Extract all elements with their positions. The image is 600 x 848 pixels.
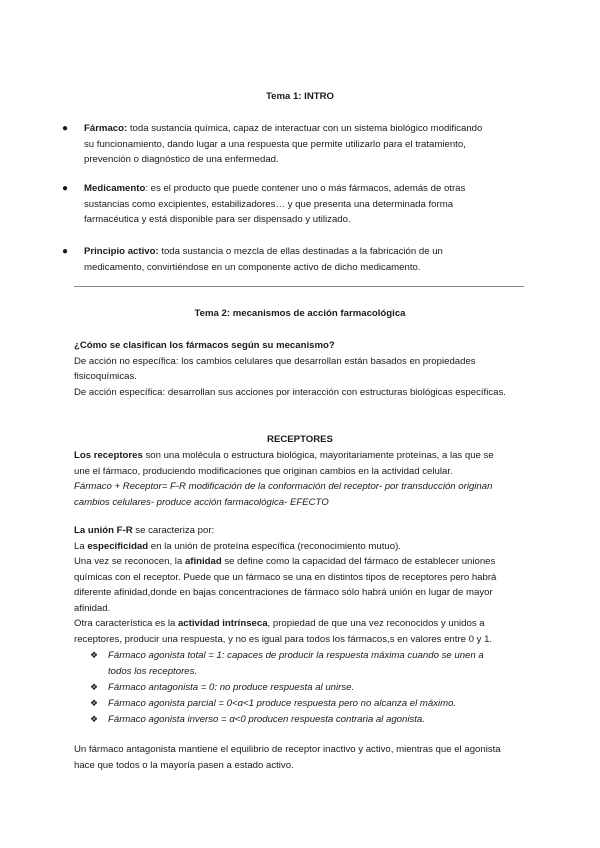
bullet-medicamento: ● Medicamento: es el producto que puede contener uno o más fármacos, además de otras sustancias como excipientes, estabilizadores… y que presenta una determinada forma farmacéutica y está disponible para ser dispensado y utilizado. <box>62 183 466 225</box>
tema2-title: Tema 2: mecanismos de acción farmacológica <box>194 308 406 319</box>
list-item: ❖ Fármaco agonista inverso = α<0 producen respuesta contraria al agonista. <box>108 712 528 728</box>
diamond-bullet-icon: ❖ <box>90 714 99 724</box>
list-item: ❖ Fármaco antagonista = 0: no produce respuesta al unirse. <box>108 680 528 696</box>
tema1-title: Tema 1: INTRO <box>265 91 335 102</box>
bullet-farmaco: ● Fármaco: toda sustancia química, capaz de interactuar con un sistema biológico modificando su funcionamiento, dando lugar a una respuesta que permite utilizarlo para el tratamiento, prevención o diagnóstico de una enfermedad. <box>62 123 483 165</box>
bullet-icon: ● <box>62 246 69 257</box>
list-item: ❖ Fármaco agonista parcial = 0<α<1 produce respuesta pero no alcanza el máximo. <box>108 696 528 712</box>
receptores-intro: Los receptores son una molécula o estructura biológica, mayoritariamente proteínas, a las que se une el fármaco, produciendo modificaciones que originan cambios en la actividad celular. Fármaco + Receptor= F-R modificación de la conformación del receptor- por transducción originan cambios celulares- produce acción farmacológica- EFECTO <box>74 450 494 508</box>
term-farmaco: Fármaco: <box>84 123 128 134</box>
tema2-body: ¿Cómo se clasifican los fármacos según su mecanismo? De acción no específica: los cambios celulares que desarrollan están basados en propiedades fisicoquímicas. De acción específica: desarrollan sus acciones por interacción con estructuras biológicas específicas. <box>74 340 506 398</box>
bullet-icon: ● <box>62 183 69 194</box>
diamond-bullet-icon: ❖ <box>90 682 99 692</box>
bullet-icon: ● <box>62 123 69 134</box>
union-fr-paragraph: La unión F-R se caracteriza por: La especificidad en la unión de proteína específica (reconocimiento mutuo). Una vez se reconocen, la afinidad se define como la capacidad del fármaco de establecer uniones químicas con el receptor. Puede que un fármaco se una en distintos tipos de receptores pero habrá diferente afinidad,donde en bajas concentraciones de fármaco sólo habrá unión en lugar de mayor afinidad. Otra característica es la actividad intrínseca, propiedad de que una vez reconocidos y unidos a receptores, producir una respuesta, y no es igual para todos los fármacos,s en valores entre 0 y 1. <box>74 525 497 645</box>
term-medicamento: Medicamento <box>84 183 146 194</box>
closing-paragraph: Un fármaco antagonista mantiene el equilibrio de receptor inactivo y activo, mientras que el agonista hace que todos o la mayoría pasen a estado activo. <box>74 744 501 771</box>
list-item: ❖ Fármaco agonista total = 1: capaces de producir la respuesta máxima cuando se unen a todos los receptores. <box>90 650 484 677</box>
section-divider <box>74 286 524 287</box>
bullet-principio-activo: ● Principio activo: toda sustancia o mezcla de ellas destinadas a la fabricación de un medicamento, convirtiéndose en un componente activo de dicho medicamento. <box>62 246 443 273</box>
term-principio-activo: Principio activo: <box>84 246 159 257</box>
diamond-bullet-icon: ❖ <box>90 650 99 660</box>
diamond-bullet-icon: ❖ <box>90 698 99 708</box>
receptores-title: RECEPTORES <box>267 434 333 445</box>
tema2-question: ¿Cómo se clasifican los fármacos según su mecanismo? <box>74 340 335 351</box>
